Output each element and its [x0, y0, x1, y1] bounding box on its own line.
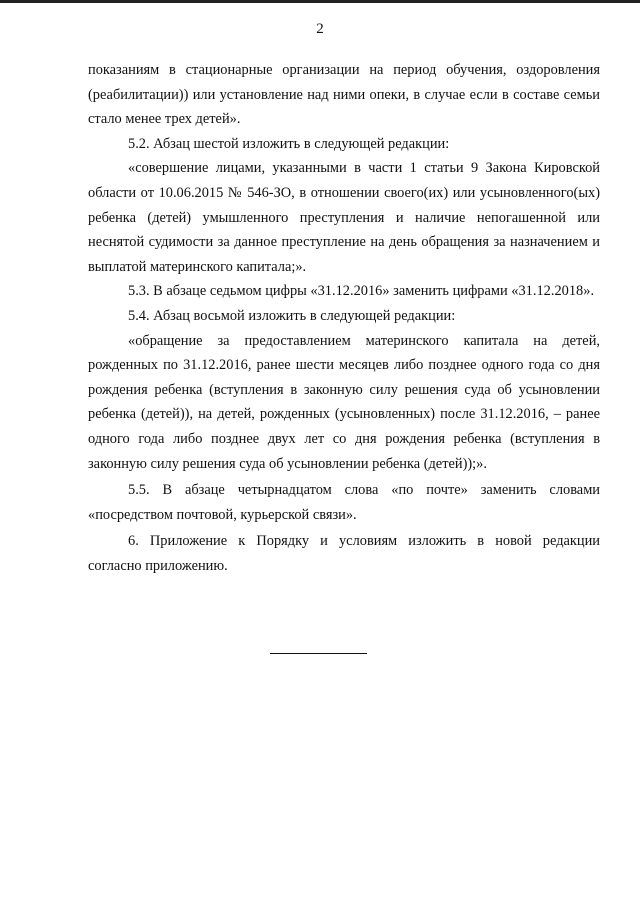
- paragraph-5-4-quote: [88, 329, 600, 477]
- text-line: выплатой материнского капитала;».: [88, 258, 307, 275]
- paragraph-6: [88, 529, 600, 578]
- text-line: ребенка (детей)), на детей, рожденных (усыновленных) после 31.12.2016, – ранее: [88, 406, 600, 423]
- end-of-document-line: [270, 653, 367, 654]
- text-line: одного года либо позднее двух лет со дня рождения ребенка (вступления в: [88, 430, 600, 447]
- text-line: области от 10.06.2015 № 546-ЗО, в отношении своего(их) или усыновленного(ых): [88, 184, 600, 201]
- text-line: стало менее трех детей».: [88, 111, 241, 128]
- paragraph-continuation: [88, 58, 600, 132]
- text-line: рождения ребенка (вступления в законную силу решения суда об усыновлении: [88, 381, 600, 398]
- paragraph-5-3: [88, 279, 600, 304]
- paragraph-5-2-quote: [88, 156, 600, 279]
- paragraph-5-5: [88, 478, 600, 527]
- text-line: согласно приложению.: [88, 557, 228, 574]
- text-line: законную силу решения суда об усыновлении ребенка (детей));».: [88, 455, 487, 472]
- text-line: 6. Приложение к Порядку и условиям изложить в новой редакции: [128, 533, 600, 550]
- text-line: «обращение за предоставлением материнского капитала на детей,: [128, 332, 600, 349]
- page-number: 2: [316, 21, 324, 37]
- paragraph-5-2: [88, 132, 600, 157]
- text-line: 5.4. Абзац восьмой изложить в следующей редакции:: [128, 307, 456, 324]
- text-line: рожденных по 31.12.2016, ранее шести месяцев либо позднее одного года со дня: [88, 357, 600, 374]
- text-line: «совершение лицами, указанными в части 1 статьи 9 Закона Кировской: [128, 160, 600, 177]
- text-line: показаниям в стационарные организации на период обучения, оздоровления: [88, 62, 600, 78]
- text-line: «посредством почтовой, курьерской связи».: [88, 506, 357, 523]
- text-line: 5.3. В абзаце седьмом цифры «31.12.2016» заменить цифрами «31.12.2018».: [128, 283, 595, 300]
- document-body: [88, 58, 600, 578]
- text-line: 5.5. В абзаце четырнадцатом слова «по почте» заменить словами: [128, 482, 600, 499]
- text-line: ребенка (детей) умышленного преступления и наличие непогашенной или: [88, 209, 600, 226]
- top-border-line: [0, 0, 640, 3]
- text-line: (реабилитации)) или установление над ними опеки, в случае если в составе семьи: [88, 86, 600, 103]
- text-line: 5.2. Абзац шестой изложить в следующей редакции:: [128, 135, 450, 152]
- paragraph-5-4: [88, 304, 600, 329]
- text-line: неснятой судимости за данное преступление на день обращения за назначением и: [88, 234, 600, 251]
